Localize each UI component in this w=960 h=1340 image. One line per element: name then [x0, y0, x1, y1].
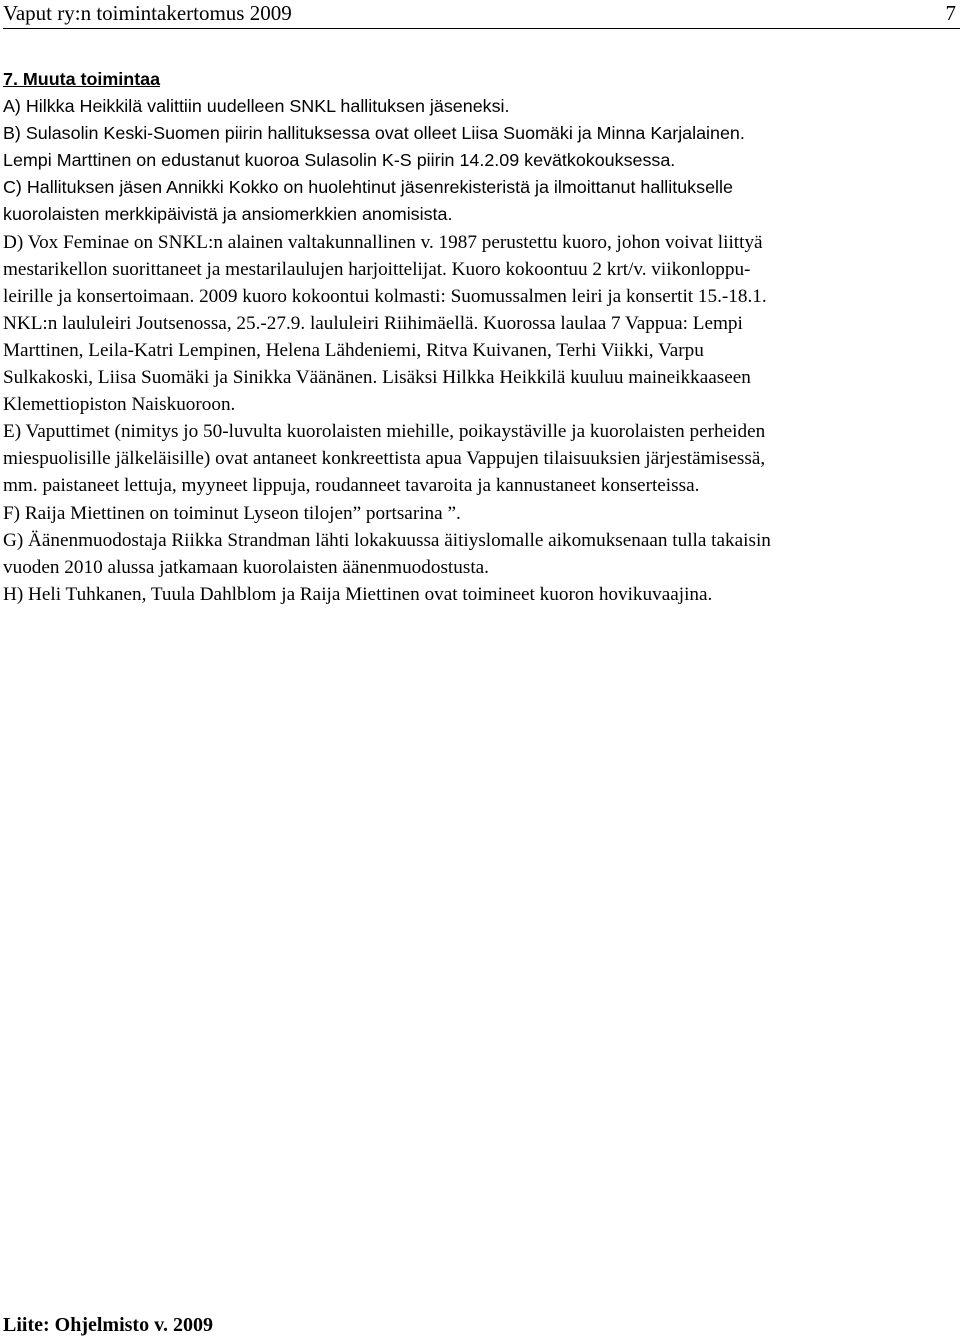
document-title: Vaput ry:n toimintakertomus 2009: [3, 1, 292, 25]
page-number: 7: [945, 1, 956, 25]
paragraph-line: miespuolisille jälkeläisille) ovat antaneet konkreettista apua Vappujen tilaisuuksien järjestämisessä,: [3, 448, 766, 470]
paragraph-line: B) Sulasolin Keski-Suomen piirin hallituksessa ovat olleet Liisa Suomäki ja Minna Karjalainen.: [3, 123, 745, 144]
paragraph-line: Lempi Marttinen on edustanut kuoroa Sulasolin K-S piirin 14.2.09 kevätkokouksessa.: [3, 150, 676, 171]
paragraph-line: E) Vaputtimet (nimitys jo 50-luvulta kuorolaisten miehille, poikaystäville ja kuorolaisten perheiden: [3, 421, 766, 443]
paragraph-line: H) Heli Tuhkanen, Tuula Dahlblom ja Raija Miettinen ovat toimineet kuoron hovikuvaajina.: [3, 583, 713, 605]
paragraph-line: vuoden 2010 alussa jatkamaan kuorolaisten äänenmuodostusta.: [3, 556, 489, 578]
paragraph-line: Sulkakoski, Liisa Suomäki ja Sinikka Väänänen. Lisäksi Hilkka Heikkilä kuuluu maineikkaaseen: [3, 367, 751, 389]
section-heading: 7. Muuta toimintaa: [3, 69, 161, 89]
paragraph-line: A) Hilkka Heikkilä valittiin uudelleen SNKL hallituksen jäseneksi.: [3, 96, 510, 117]
paragraph-line: kuorolaisten merkkipäivistä ja ansiomerkkien anomisista.: [3, 204, 453, 225]
paragraph-line: mm. paistaneet lettuja, myyneet lippuja, roudanneet tavaroita ja kannustaneet konserteissa.: [3, 475, 700, 497]
paragraph-line: F) Raija Miettinen on toiminut Lyseon tilojen” portsarina ”.: [3, 502, 461, 524]
paragraph-line: leirille ja konsertoimaan. 2009 kuoro kokoontui kolmasti: Suomussalmen leiri ja konsertit 15.-18.1.: [3, 285, 767, 307]
paragraph-line: G) Äänenmuodostaja Riikka Strandman lähti lokakuussa äitiyslomalle aikomuksenaan tulla takaisin: [3, 529, 771, 551]
paragraph-line: mestarikellon suorittaneet ja mestarilaulujen harjoittelijat. Kuoro kokoontuu 2 krt/v. viikonloppu-: [3, 258, 751, 280]
paragraph-line: Klemettiopiston Naiskuoroon.: [3, 394, 236, 416]
paragraph-line: NKL:n laululeiri Joutsenossa, 25.-27.9. laululeiri Riihimäellä. Kuorossa laulaa 7 Vappua: Lempi: [3, 312, 743, 334]
page-header: [3, 0, 960, 29]
paragraph-line: D) Vox Feminae on SNKL:n alainen valtakunnallinen v. 1987 perustettu kuoro, johon voivat liittyä: [3, 231, 763, 253]
section-content: [3, 66, 953, 608]
paragraph-line: C) Hallituksen jäsen Annikki Kokko on huolehtinut jäsenrekisteristä ja ilmoittanut hallitukselle: [3, 177, 733, 198]
paragraph-line: Marttinen, Leila-Katri Lempinen, Helena Lähdeniemi, Ritva Kuivanen, Terhi Viikki, Varpu: [3, 339, 704, 361]
footer-attachment-note: Liite: Ohjelmisto v. 2009: [3, 1314, 213, 1336]
